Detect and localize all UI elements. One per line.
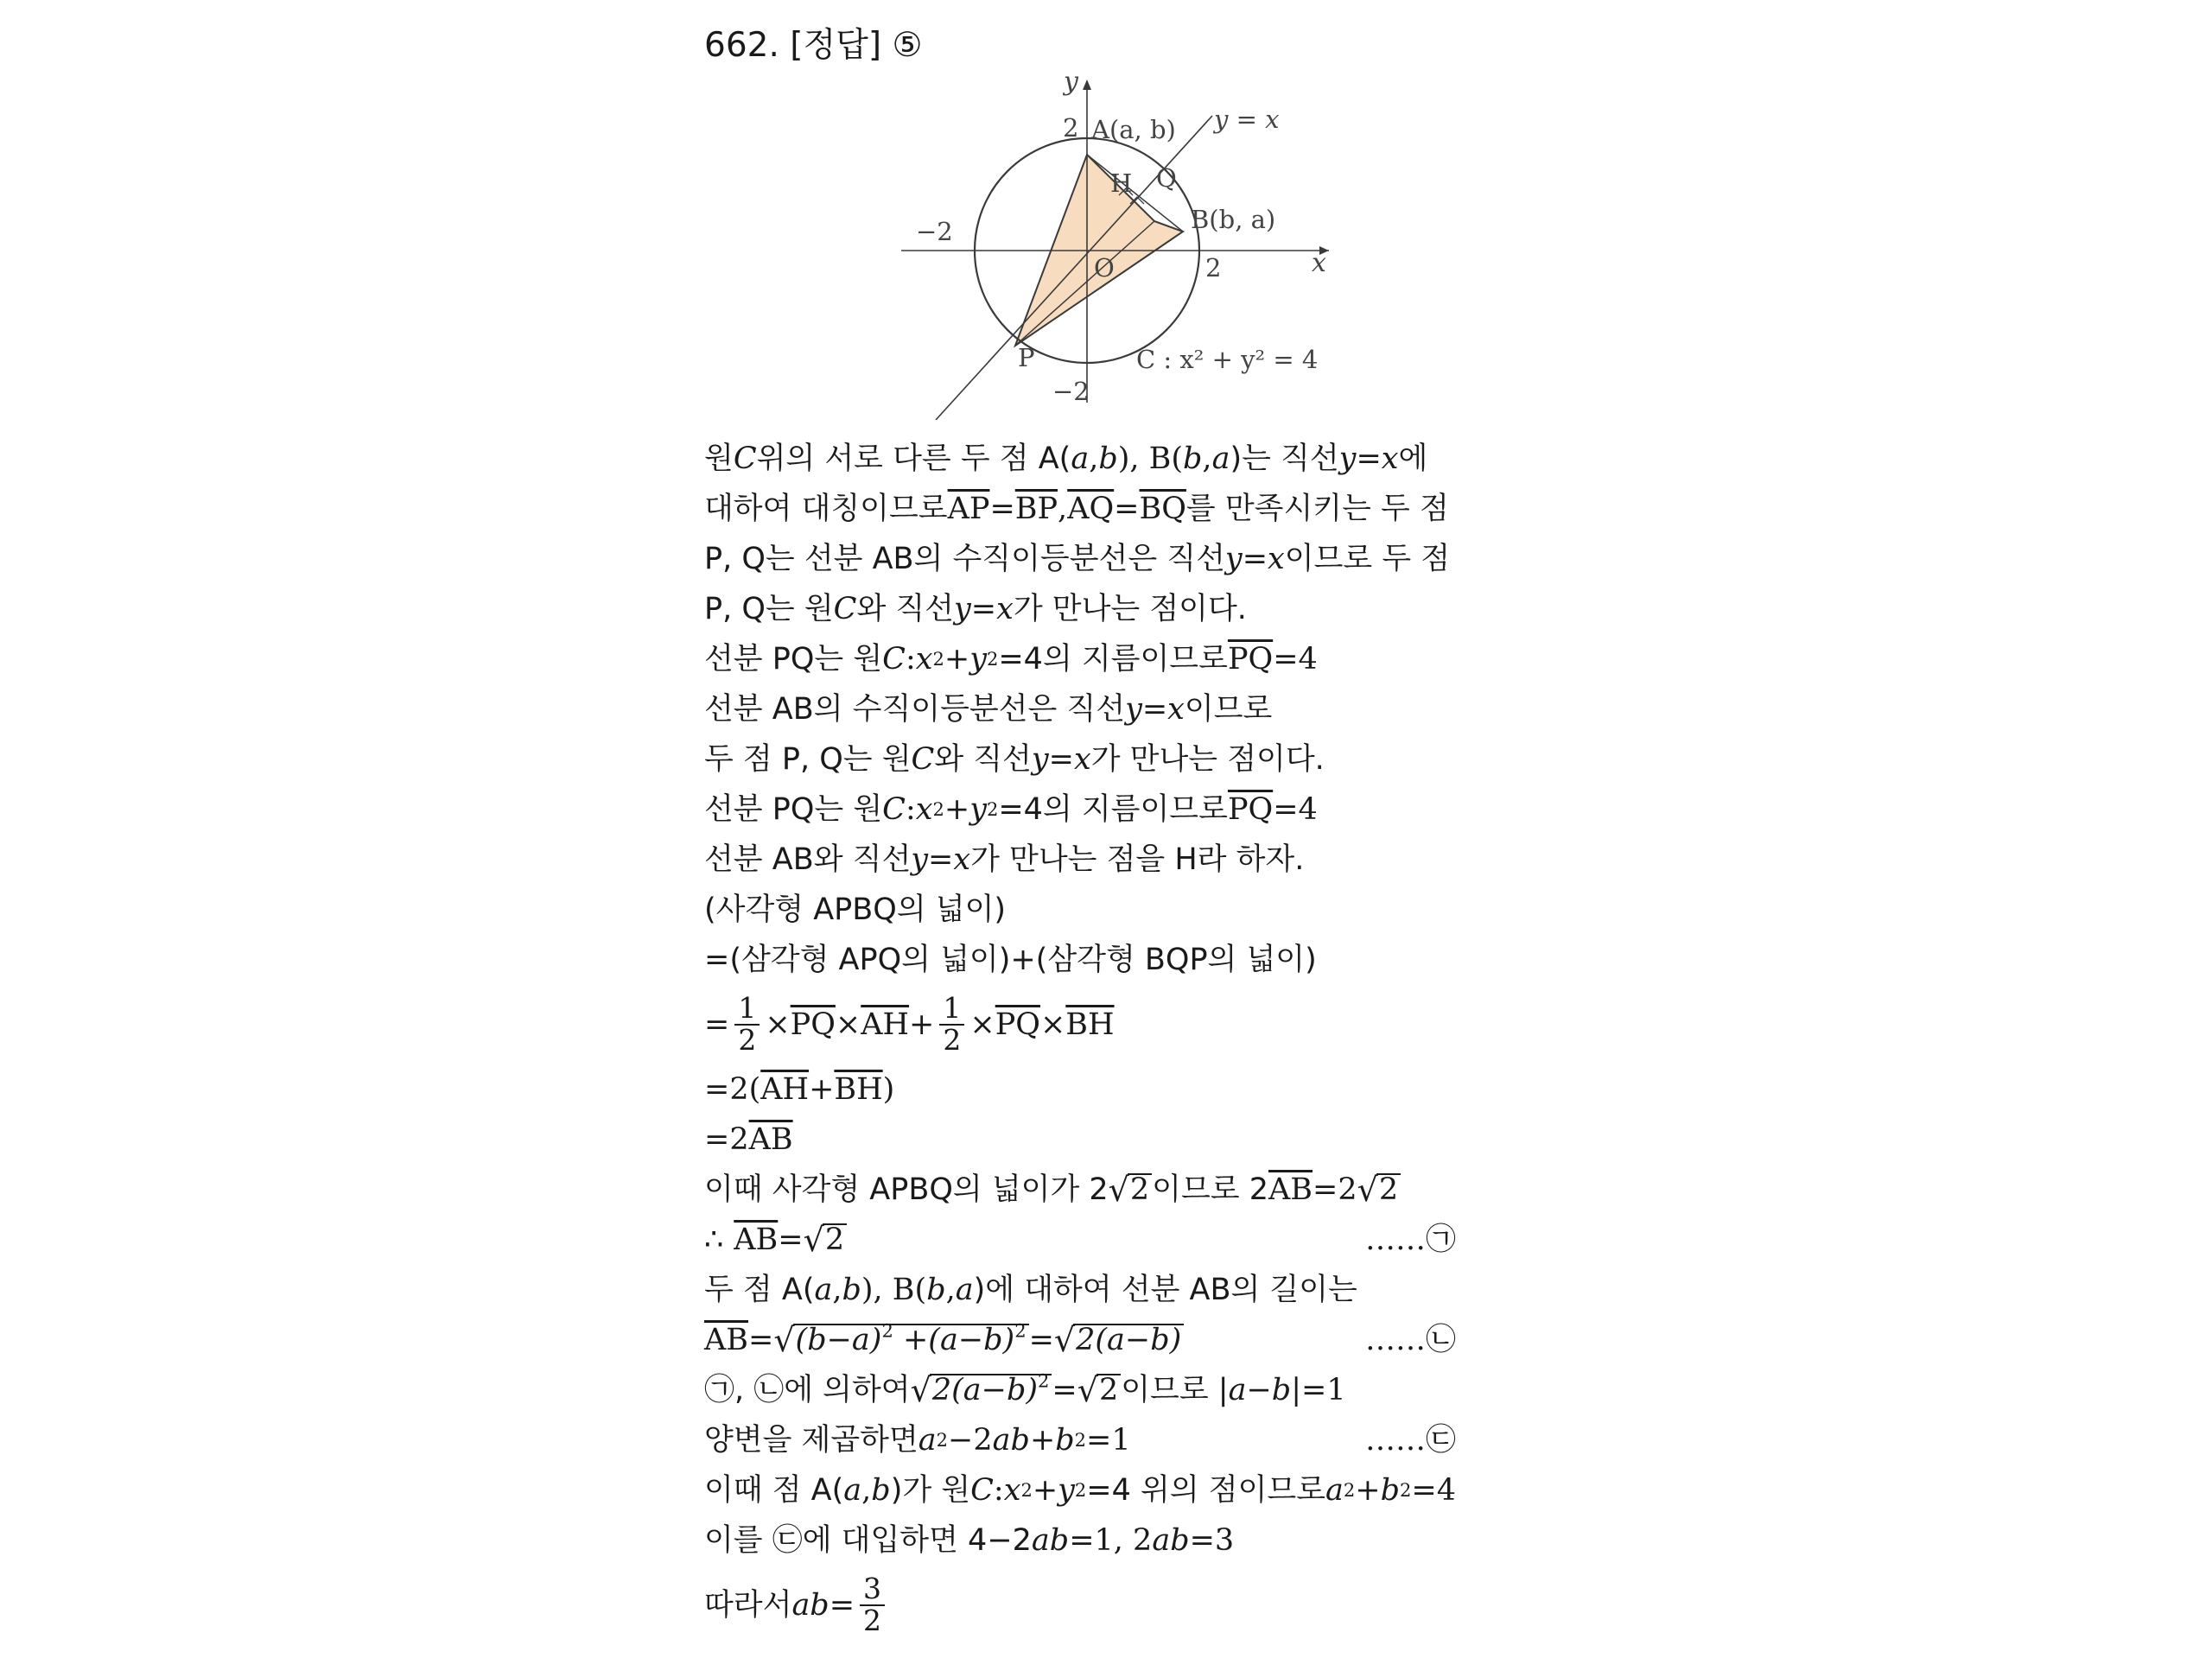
text: 선분 PQ는 원 [704,641,883,677]
exponent: 2 [881,1320,893,1342]
segment: $\overline{BH}$ [834,1071,883,1107]
text: 이를 ㉢에 대입하면 4−2 [704,1522,1032,1558]
text: = [928,842,954,877]
text-line [704,1215,1568,1265]
problem-header [704,24,1568,67]
square-root: √ $(b-a)^2 +(a-b)^2$ [773,1324,1028,1356]
segment: $\overline{AQ}$ [1067,491,1115,526]
math-var: b [871,1472,891,1508]
math-var: x [953,842,971,877]
math-var: x [1381,441,1399,476]
text: = [970,591,997,626]
text: = [1114,491,1140,526]
math-var: b [926,1272,946,1307]
math-var: C [911,741,935,777]
math-expr: (b−a) [795,1323,882,1357]
text: = [989,491,1015,526]
numerator: 1 [939,994,964,1026]
text: =4의 지름이므로 [998,791,1228,827]
math-var: C [733,441,757,476]
x-tick-left: −2 [916,217,953,246]
text: 양변을 제곱하면 [704,1422,918,1458]
math-var: C [882,791,906,827]
text-line [704,734,1568,785]
text: = [1048,741,1074,777]
text: × [969,1007,995,1042]
text: − [1246,1372,1272,1407]
numerator: 1 [734,994,760,1026]
text: ㉠, ㉡에 의하여 [704,1372,911,1407]
text-line: 이때 점 A( a , b )가 원 C : x 2 + y 2 =4 위의 점이므로 a 2 + b 2 =4 [704,1472,1456,1508]
math-var: a [1071,441,1090,476]
segment: $\overline{AB}$ [704,1322,748,1357]
radicand: 2(a−b) [1073,1324,1184,1356]
square-root: √ 2(a−b) [1054,1324,1184,1356]
segment: $\overline{PQ}$ [995,1007,1040,1042]
square-root: √ 2 [804,1223,848,1256]
text: 이므로 [1184,691,1273,727]
text: =4 위의 점이므로 [1086,1472,1326,1508]
text: 이므로 | [1121,1372,1229,1407]
text: = [1028,1322,1054,1357]
text: 원 [704,441,734,476]
text: + [1029,1422,1056,1458]
text: 선분 AB와 직선 [704,842,912,877]
text-line [704,1365,1568,1415]
segment: $\overline{AH}$ [760,1071,810,1107]
math-var: a [955,1272,974,1307]
line-equation-label: y = x [1214,105,1280,134]
text-line: 양변을 제곱하면 a 2 −2 ab + b 2 =1 ……㉢ [704,1422,1457,1458]
text: =2 [1313,1172,1357,1207]
text-line [704,835,1568,885]
text: 와 직선 [856,591,954,626]
square-root: √ $2(a-b)^2$ [911,1374,1052,1407]
equation-tag: ……㉢ [1365,1422,1457,1458]
text: =4의 지름이므로 [998,641,1228,677]
text: : [905,641,916,677]
square-root: √ 2 [1109,1173,1153,1206]
answer-choice: ⑤ [892,26,923,65]
text: =1, 2 [1069,1522,1153,1558]
text: 이므로 두 점 [1284,541,1451,576]
math-var: a [1325,1472,1344,1508]
segment: $\overline{AH}$ [861,1007,910,1042]
segment: $\overline{BH}$ [1065,1007,1115,1042]
text-line [704,484,1568,534]
text: : [993,1472,1004,1508]
text: P, Q는 원 [704,591,834,626]
exponent: 2 [1014,1320,1027,1342]
text: 와 직선 [934,741,1032,777]
segment: $\overline{AP}$ [947,491,990,526]
segment: $\overline{PQ}$ [1227,641,1274,677]
text-line [704,1265,1568,1315]
text: −2 [948,1422,993,1458]
x-tick-right: 2 [1205,253,1222,283]
text: 이때 사각형 APBQ의 넓이가 2 [704,1172,1109,1207]
text: × [765,1007,791,1042]
text-line: 선분 PQ는 원 C : x 2 + y 2 =4의 지름이므로 $\overline{PQ}$ =4 [704,791,1318,827]
text: = [1242,541,1268,576]
text: ∴ [704,1222,724,1257]
math-var: b [1098,441,1118,476]
text-line [704,935,1568,985]
math-var: a [1228,1372,1247,1407]
math-var: x [1003,1472,1021,1508]
text: =2( [704,1071,761,1107]
circle-diagram [893,74,1342,420]
math-expr: +(a−b) [893,1323,1015,1357]
answer-label: [정답] [790,26,882,65]
text: 가 만나는 점이다. [1013,591,1247,626]
text: , [945,1272,956,1307]
text: 두 점 A( [704,1272,815,1307]
text-line [704,434,1568,484]
text: + [909,1007,935,1042]
y-tick-top: 2 [1063,113,1079,143]
math-var: ab [1152,1522,1190,1558]
math-var: ab [1031,1522,1070,1558]
text: =2 [704,1121,749,1157]
denominator: 2 [943,1023,962,1057]
text-line [704,1064,1568,1115]
x-axis-label: x [1312,248,1326,278]
text: + [944,641,970,677]
text: =3 [1189,1522,1235,1558]
fraction [939,991,964,1057]
point-p-label: P [1018,343,1035,372]
segment: $\overline{PQ}$ [1227,791,1274,827]
text: 이때 점 A( [704,1472,844,1508]
math-var: ab [791,1587,830,1623]
text: =4 [1411,1472,1456,1508]
text: = [1141,691,1168,727]
text-line: 선분 PQ는 원 C : x 2 + y 2 =4의 지름이므로 $\overline{PQ}$ =4 [704,641,1318,677]
math-var: x [1073,741,1091,777]
radicand [793,1320,1029,1357]
numerator: 3 [860,1574,885,1606]
text: =4 [1273,791,1318,827]
text-line [704,885,1568,935]
square-root: √ 2 [1077,1374,1122,1407]
math-var: C [882,641,906,677]
text-line [704,584,1568,634]
math-var: b [1271,1372,1292,1407]
math-var: a [814,1272,833,1307]
text: 선분 AB의 수직이등분선은 직선 [704,691,1126,727]
segment: $\overline{AB}$ [748,1121,793,1157]
exponent: 2 [1038,1370,1050,1392]
segment: $\overline{BQ}$ [1139,491,1186,526]
denominator: 2 [863,1604,882,1637]
text: ) [882,1071,895,1107]
math-var: a [918,1422,937,1458]
fraction [734,991,760,1057]
text: , [832,1272,842,1307]
text: 따라서 [704,1587,792,1623]
text: , [1058,491,1068,526]
text: 위의 서로 다른 두 점 A( [756,441,1071,476]
text: =(삼각형 APQ의 넓이)+(삼각형 BQP의 넓이) [704,942,1317,977]
text: 를 만족시키는 두 점 [1185,491,1449,526]
segment: $\overline{PQ}$ [790,1007,836,1042]
text-line [704,1315,1568,1365]
text: , [1089,441,1099,476]
text-line [704,1165,1568,1215]
text: P, Q는 선분 AB의 수직이등분선은 직선 [704,541,1225,576]
text: = [704,1007,730,1042]
equation-tag: ……㉠ [1365,1222,1457,1257]
radicand: 2 [1128,1173,1152,1206]
math-var: C [970,1472,994,1508]
text: + [1032,1472,1058,1508]
problem-number: 662. [704,26,779,65]
text: × [1039,1007,1066,1042]
math-var: y [1125,691,1142,727]
text-line [704,1515,1568,1566]
text: 가 만나는 점을 H라 하자. [970,842,1305,877]
text: ), B( [861,1272,927,1307]
math-var: y [1031,741,1049,777]
math-var: y [969,641,987,677]
text: × [835,1007,861,1042]
math-var: C [833,591,857,626]
origin-label: O [1094,253,1115,283]
text: 선분 PQ는 원 [704,791,883,827]
math-var: y [1338,441,1357,476]
math-var: b [1055,1422,1075,1458]
text: 대하여 대칭이므로 [704,491,948,526]
equation-tag: ……㉡ [1365,1322,1457,1357]
denominator: 2 [738,1023,757,1057]
line-y-equals-x [936,116,1212,420]
math-var: a [843,1472,862,1508]
math-expr: 2(a−b) [931,1373,1039,1407]
text: )가 원 [890,1472,971,1508]
text: (사각형 APBQ의 넓이) [704,892,1007,927]
y-axis-label: y [1064,74,1078,97]
fraction [860,1574,885,1636]
text: )에 대하여 선분 AB의 길이는 [973,1272,1357,1307]
math-var: x [915,641,933,677]
math-var: y [954,591,971,626]
text: 이므로 2 [1152,1172,1268,1207]
text: 두 점 P, Q는 원 [704,741,912,777]
text: = [778,1222,804,1257]
solution-text [704,434,1568,1645]
text-line [704,534,1568,584]
y-tick-bottom: −2 [1052,377,1090,406]
point-b-label: B(b, a) [1191,205,1276,234]
math-var: x [996,591,1014,626]
math-var: x [1167,691,1185,727]
text: = [1052,1372,1077,1407]
point-q-label: Q [1156,163,1177,193]
math-var: y [1058,1472,1075,1508]
text-line [704,1566,1568,1645]
radicand [930,1370,1052,1407]
point-a-label: A(a, b) [1091,115,1176,144]
text: = [1356,441,1382,476]
text: + [1355,1472,1381,1508]
text-line [704,1115,1568,1165]
math-var: x [1268,541,1285,576]
math-var: b [842,1272,861,1307]
math-var: y [1224,541,1243,576]
text: 가 만나는 점이다. [1090,741,1325,777]
segment: $\overline{AB}$ [1268,1172,1313,1207]
radicand: 2 [1376,1173,1401,1206]
text: 에 [1398,441,1428,476]
circle-equation-label: C : x² + y² = 4 [1136,345,1319,374]
y-axis-arrow [1083,79,1091,90]
math-var: ab [992,1422,1030,1458]
math-var: b [1380,1472,1400,1508]
math-var: y [969,791,987,827]
segment: $\overline{AB}$ [734,1222,779,1257]
math-var: y [911,842,929,877]
point-h-label: H [1110,168,1133,198]
radicand: 2 [823,1223,847,1256]
text: = [829,1587,855,1623]
square-root: √ 2 [1357,1173,1402,1206]
text: =1 [1086,1422,1131,1458]
segment: $\overline{BP}$ [1014,491,1058,526]
radicand: 2 [1096,1374,1121,1407]
solution-sheet [704,24,1568,1645]
text: , [861,1472,872,1508]
text-line [704,985,1568,1064]
text: : [905,791,916,827]
text: + [809,1071,835,1107]
math-var: x [915,791,933,827]
text: |=1 [1291,1372,1346,1407]
math-var: b [1183,441,1203,476]
text-line [704,684,1568,734]
math-var: a [1211,441,1230,476]
text: =4 [1273,641,1318,677]
text: = [748,1322,774,1357]
text: + [944,791,970,827]
text: , [1202,441,1212,476]
text: ), B( [1117,441,1184,476]
text: )는 직선 [1230,441,1339,476]
